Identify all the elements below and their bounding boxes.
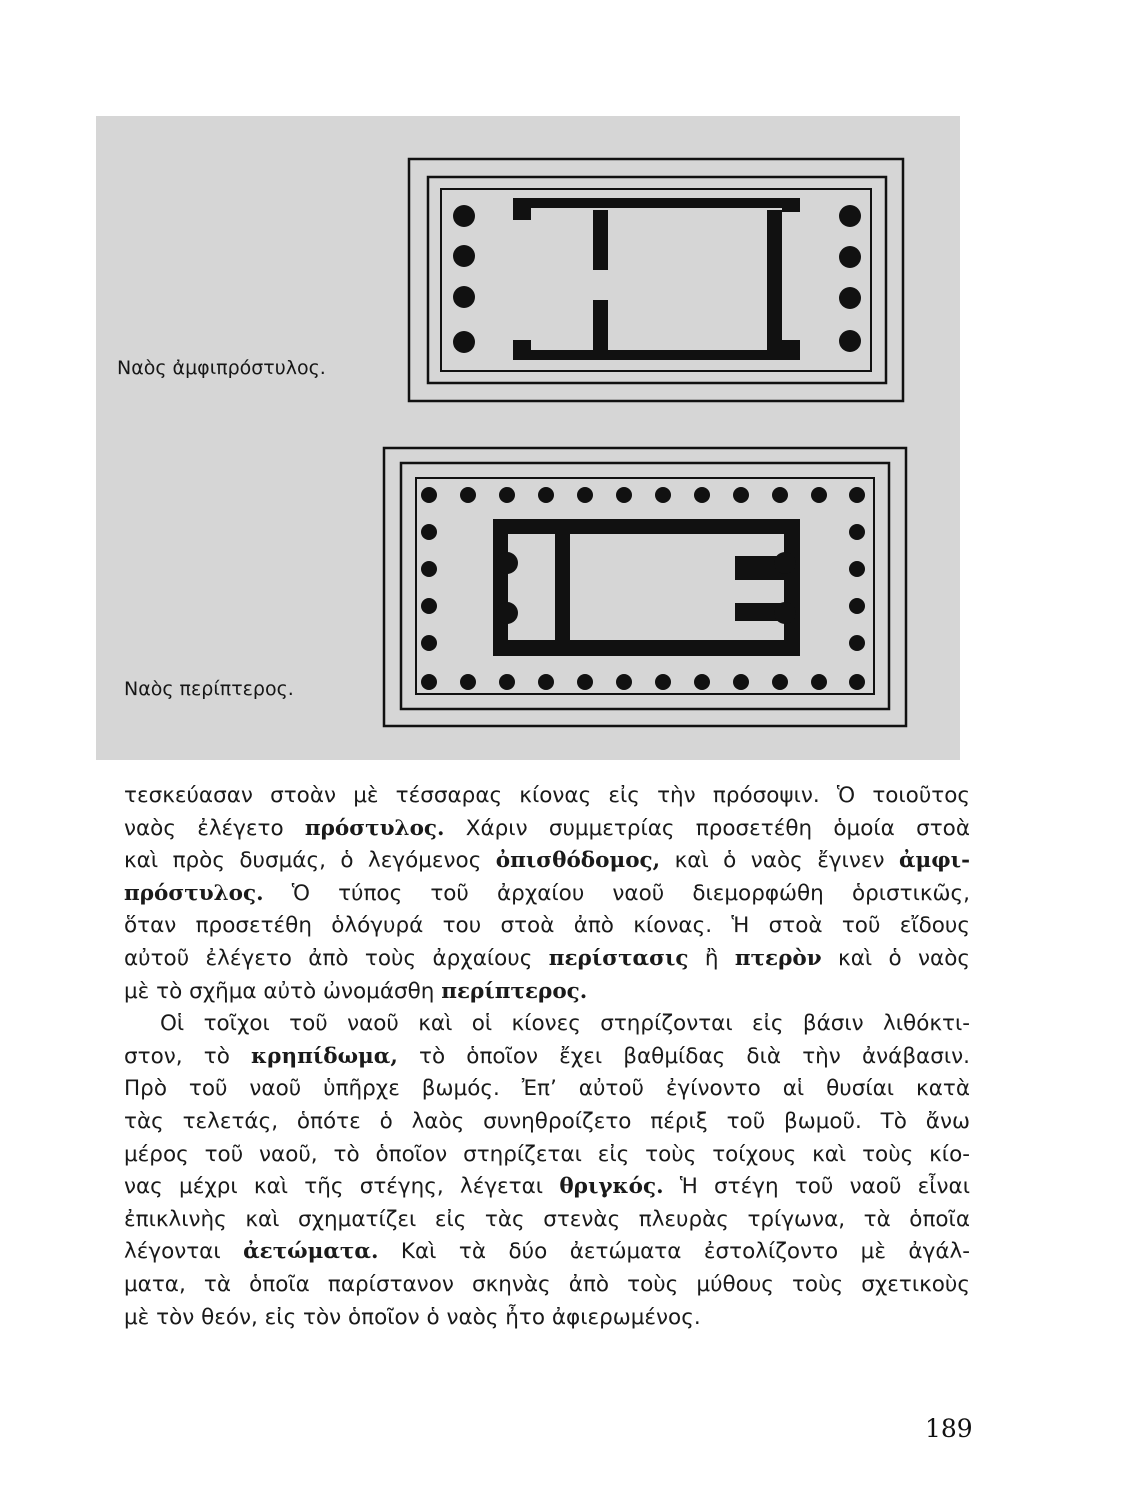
- text-run: Οἱ τοῖχοι τοῦ ναοῦ καὶ οἱ κίονες στηρίζονται εἰς βάσιν λιθόκτι-: [160, 1011, 970, 1037]
- bold-term: ἀετώματα.: [243, 1239, 379, 1265]
- body-text: [124, 780, 970, 1334]
- text-run: Ὁ τύπος τοῦ ἀρχαίου ναοῦ διεμορφώθη ὁριστικῶς,: [263, 880, 970, 906]
- text-run: στον, τὸ: [124, 1043, 252, 1069]
- text-line: [124, 1269, 970, 1302]
- text-line: [124, 1171, 970, 1204]
- text-run: μὲ τὸ σχῆμα αὐτὸ ὠνομάσθη: [124, 978, 442, 1004]
- text-line: [124, 1041, 970, 1074]
- bold-term: περίπτερος.: [441, 978, 588, 1004]
- text-line: [124, 1008, 970, 1041]
- text-line: [124, 780, 970, 813]
- text-run: ἢ: [688, 945, 735, 971]
- text-run: Χάριν συμμετρίας προσετέθη ὁμοία στοὰ: [444, 815, 970, 841]
- text-run: τεσκεύασαν στοὰν μὲ τέσσαρας κίονας εἰς τὴν πρόσοψιν. Ὁ τοιοῦτος: [124, 783, 970, 808]
- text-run: Πρὸ τοῦ ναοῦ ὑπῆρχε βωμός. Ἐπ’ αὐτοῦ ἐγίνοντο αἱ θυσίαι κατὰ: [124, 1076, 970, 1102]
- text-run: ναὸς ἐλέγετο: [124, 815, 305, 841]
- figure-caption-peripteral: Ναὸς περίπτερος.: [124, 678, 294, 700]
- peripteral-plan: [384, 448, 906, 726]
- text-run: Καὶ τὰ δύο ἀετώματα ἐστολίζοντο μὲ ἀγάλ-: [378, 1239, 970, 1265]
- text-run: τὸ ὁποῖον ἔχει βαθμίδας διὰ τὴν ἀνάβασιν.: [397, 1043, 970, 1069]
- text-run: μέρος τοῦ ναοῦ, τὸ ὁποῖον στηρίζεται εἰς τοὺς τοίχους καὶ τοὺς κίο-: [124, 1141, 970, 1167]
- text-run: τὰς τελετάς, ὁπότε ὁ λαὸς συνηθροίζετο πέριξ τοῦ βωμοῦ. Τὸ ἄνω: [124, 1108, 970, 1134]
- text-run: αὐτοῦ ἐλέγετο ἀπὸ τοὺς ἀρχαίους: [124, 945, 549, 971]
- bold-term: πτερὸν: [734, 945, 822, 971]
- bold-term: ὀπισθόδομος,: [495, 848, 661, 874]
- text-line: [124, 1236, 970, 1269]
- page-number: 189: [925, 1414, 973, 1443]
- text-line: [124, 878, 970, 911]
- bold-term: ἀμφι-: [898, 848, 970, 874]
- text-run: καὶ πρὸς δυσμάς, ὁ λεγόμενος: [124, 848, 496, 874]
- bold-term: θριγκός.: [559, 1174, 664, 1200]
- text-run: ἐπικλινὴς καὶ σχηματίζει εἰς τὰς στενὰς πλευρὰς τρίγωνα, τὰ ὁποῖα: [124, 1206, 970, 1232]
- text-line: [124, 910, 970, 943]
- text-run: λέγονται: [124, 1239, 244, 1265]
- text-run: καὶ ὁ ναὸς: [821, 945, 971, 971]
- text-line: [124, 813, 970, 846]
- figure-caption-amphiprostyle: Ναὸς ἀμφιπρόστυλος.: [117, 357, 326, 379]
- text-line: [124, 1073, 970, 1106]
- text-line: [124, 845, 970, 878]
- text-line: [124, 943, 970, 976]
- text-run: Ἡ στέγη τοῦ ναοῦ εἶναι: [663, 1174, 970, 1200]
- bold-term: περίστασις: [548, 945, 689, 971]
- text-line: [124, 1302, 970, 1335]
- bold-term: κρηπίδωμα,: [251, 1043, 398, 1069]
- bold-term: πρόστυλος.: [124, 880, 264, 906]
- text-line: [124, 1204, 970, 1237]
- amphiprostyle-plan: [409, 159, 903, 401]
- text-run: ματα, τὰ ὁποῖα παρίστανον σκηνὰς ἀπὸ τοὺς μύθους τοὺς σχετικοὺς: [124, 1271, 970, 1297]
- text-run: ὅταν προσετέθη ὁλόγυρά του στοὰ ἀπὸ κίονας. Ἡ στοὰ τοῦ εἴδους: [124, 913, 970, 939]
- text-line: [124, 1106, 970, 1139]
- text-line: [124, 1139, 970, 1172]
- text-run: καὶ ὁ ναὸς ἔγινεν: [660, 848, 899, 874]
- text-run: νας μέχρι καὶ τῆς στέγης, λέγεται: [124, 1174, 560, 1200]
- text-line: [124, 976, 970, 1009]
- bold-term: πρόστυλος.: [304, 815, 445, 841]
- text-run: μὲ τὸν θεόν, εἰς τὸν ὁποῖον ὁ ναὸς ἦτο ἀφιερωμένος.: [124, 1304, 701, 1330]
